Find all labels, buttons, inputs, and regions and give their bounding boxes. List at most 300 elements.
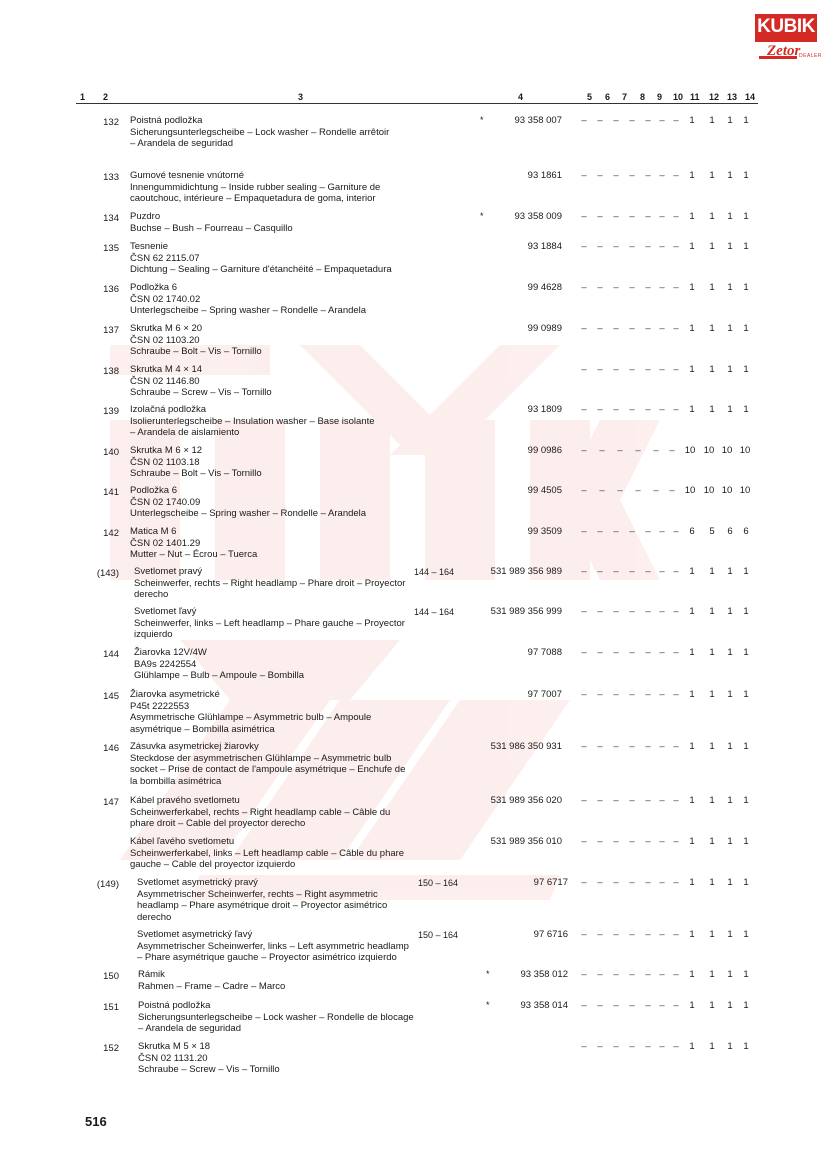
position-number: 140 <box>103 447 119 458</box>
quantity-dash: – <box>597 241 603 252</box>
part-number: 93 1861 <box>527 170 562 181</box>
quantity-dash: – <box>581 282 587 293</box>
part-description <box>130 445 480 480</box>
part-translation: ČSN 02 1103.18 <box>130 456 200 468</box>
part-translation: Asymmetrischer Scheinwerfer, rechts – Right asymmetric <box>137 888 378 900</box>
part-number: 93 358 007 <box>514 115 562 126</box>
part-translation: derecho <box>134 589 169 600</box>
quantity-dash: – <box>613 323 619 334</box>
quantity-cell: 1 <box>743 282 749 293</box>
part-name: Svetlomet pravý <box>134 566 203 577</box>
part-translation: Rahmen – Frame – Cadre – Marco <box>138 980 286 992</box>
quantity-cell: 1 <box>727 1041 733 1052</box>
part-translation: caoutchouc, intérieure – Empaquetadura de goma, interior <box>130 193 376 204</box>
quantity-dash: – <box>629 323 635 334</box>
column-header-1: 1 <box>80 92 86 102</box>
table-row <box>0 282 826 328</box>
quantity-dash: – <box>645 969 651 980</box>
quantity-dash: – <box>659 526 665 537</box>
quantity-dash: – <box>659 877 665 888</box>
part-description <box>130 689 480 735</box>
part-name: Svetlomet ľavý <box>134 606 197 617</box>
part-description <box>130 364 480 399</box>
asterisk-mark: * <box>486 1000 490 1010</box>
quantity-dash: – <box>645 323 651 334</box>
quantity-dash: – <box>597 323 603 334</box>
quantity-dash: – <box>629 115 635 126</box>
quantity-dash: – <box>635 445 641 456</box>
quantity-dash: – <box>597 689 603 700</box>
quantity-cell: 1 <box>743 795 749 806</box>
column-header-6: 6 <box>605 92 611 102</box>
quantity-dash: – <box>629 836 635 847</box>
quantity-dash: – <box>581 969 587 980</box>
column-header-9: 9 <box>657 92 663 102</box>
part-description <box>130 115 480 150</box>
quantity-cell: 1 <box>743 170 749 181</box>
quantity-dash: – <box>581 241 587 252</box>
quantity-dash: – <box>673 741 679 752</box>
part-name: Podložka 6 <box>130 282 178 293</box>
position-number: 136 <box>103 284 119 295</box>
part-translation: – Arandela de seguridad <box>130 138 233 149</box>
part-description <box>130 795 480 830</box>
part-translation: la bombilla asimétrica <box>130 775 222 787</box>
position-number: 133 <box>103 172 119 183</box>
quantity-cell: 1 <box>727 606 733 617</box>
quantity-dash: – <box>659 282 665 293</box>
part-description <box>130 241 480 276</box>
table-row <box>0 485 826 531</box>
quantity-dash: – <box>581 647 587 658</box>
part-translation: Scheinwerferkabel, links – Left headlamp cable – Câble du phare <box>130 847 405 859</box>
part-number: 93 1809 <box>527 404 562 415</box>
quantity-cell: 1 <box>709 323 715 334</box>
position-number: (149) <box>96 879 119 890</box>
quantity-dash: – <box>673 323 679 334</box>
quantity-dash: – <box>617 445 623 456</box>
quantity-dash: – <box>635 485 641 496</box>
quantity-dash: – <box>673 795 679 806</box>
quantity-cell: 1 <box>689 741 695 752</box>
quantity-dash: – <box>645 929 651 940</box>
quantity-cell: 1 <box>743 689 749 700</box>
quantity-dash: – <box>645 689 651 700</box>
position-number: 135 <box>103 243 119 254</box>
quantity-dash: – <box>645 241 651 252</box>
quantity-cell: 1 <box>727 241 733 252</box>
part-description <box>130 836 480 871</box>
quantity-dash: – <box>613 741 619 752</box>
column-header-12: 12 <box>709 92 720 102</box>
column-header-8: 8 <box>640 92 646 102</box>
part-translation: Buchse – Bush – Fourreau – Casquillo <box>130 222 293 234</box>
position-number: 134 <box>103 213 119 224</box>
quantity-dash: – <box>581 404 587 415</box>
part-translation: Unterlegscheibe – Spring washer – Rondelle – Arandela <box>130 305 367 316</box>
quantity-cell: 1 <box>709 566 715 577</box>
part-number: 93 1884 <box>527 241 562 252</box>
part-translation: Asymmetrische Glühlampe – Asymmetric bulb – Ampoule <box>130 712 372 723</box>
quantity-dash: – <box>673 526 679 537</box>
position-number: 139 <box>103 406 119 417</box>
quantity-cell: 1 <box>689 364 695 375</box>
quantity-cell: 6 <box>727 526 733 537</box>
serial-range: 144 – 164 <box>414 567 455 577</box>
part-description <box>138 969 488 992</box>
part-name: Poistná podložka <box>138 1000 211 1011</box>
quantity-dash: – <box>659 1000 665 1011</box>
part-name: Skrutka M 6 × 20 <box>130 323 203 334</box>
quantity-cell: 1 <box>709 836 715 847</box>
table-row <box>0 877 826 923</box>
quantity-dash: – <box>629 526 635 537</box>
part-translation: Schraube – Screw – Vis – Tornillo <box>130 387 272 398</box>
quantity-cell: 1 <box>743 836 749 847</box>
quantity-cell: 10 <box>684 445 696 456</box>
quantity-dash: – <box>659 115 665 126</box>
part-number: 99 0989 <box>527 323 562 334</box>
quantity-dash: – <box>659 323 665 334</box>
position-number: 138 <box>103 366 119 377</box>
table-row <box>0 241 826 287</box>
quantity-dash: – <box>613 836 619 847</box>
kubik-zetor-logo <box>755 14 823 66</box>
quantity-dash: – <box>673 969 679 980</box>
quantity-dash: – <box>669 485 675 496</box>
quantity-dash: – <box>673 1041 679 1052</box>
part-translation: Innengummidichtung – Inside rubber sealing – Garniture de <box>130 181 381 193</box>
quantity-dash: – <box>617 485 623 496</box>
part-translation: Glühlampe – Bulb – Ampoule – Bombilla <box>134 670 305 681</box>
logo-zetor-text: Zetor <box>767 43 801 59</box>
position-number: 142 <box>103 528 119 539</box>
part-number: 99 3509 <box>527 526 562 537</box>
quantity-cell: 1 <box>727 364 733 375</box>
quantity-dash: – <box>613 211 619 222</box>
quantity-cell: 10 <box>684 485 696 496</box>
quantity-cell: 1 <box>727 282 733 293</box>
position-number: 145 <box>103 691 119 702</box>
part-number: 97 7007 <box>527 689 562 700</box>
quantity-cell: 1 <box>709 877 715 888</box>
quantity-dash: – <box>581 323 587 334</box>
part-translation: ČSN 02 1146.80 <box>130 375 200 387</box>
quantity-cell: 1 <box>709 929 715 940</box>
quantity-cell: 1 <box>689 877 695 888</box>
position-number: 147 <box>103 797 119 808</box>
position-number: 144 <box>103 649 119 660</box>
quantity-cell: 1 <box>689 404 695 415</box>
quantity-dash: – <box>613 566 619 577</box>
quantity-dash: – <box>645 170 651 181</box>
quantity-dash: – <box>597 1041 603 1052</box>
part-translation: derecho <box>137 911 172 923</box>
part-translation: headlamp – Phare asymétrique droit – Proyector asimétrico <box>137 900 388 911</box>
quantity-dash: – <box>645 877 651 888</box>
quantity-cell: 1 <box>689 115 695 126</box>
quantity-dash: – <box>581 836 587 847</box>
quantity-cell: 10 <box>703 445 715 456</box>
part-number: 93 358 014 <box>520 1000 568 1011</box>
quantity-dash: – <box>645 606 651 617</box>
part-translation: – Phare asymétrique gauche – Proyector asimétrico izquierdo <box>137 952 397 963</box>
part-name: Zásuvka asymetrickej žiarovky <box>130 741 259 752</box>
quantity-dash: – <box>629 282 635 293</box>
quantity-dash: – <box>645 836 651 847</box>
quantity-cell: 1 <box>727 1000 733 1011</box>
quantity-dash: – <box>629 741 635 752</box>
quantity-dash: – <box>597 795 603 806</box>
part-name: Žiarovka 12V/4W <box>134 647 207 658</box>
column-header-13: 13 <box>727 92 738 102</box>
quantity-dash: – <box>673 836 679 847</box>
quantity-cell: 1 <box>727 929 733 940</box>
quantity-dash: – <box>613 795 619 806</box>
quantity-dash: – <box>673 1000 679 1011</box>
logo-zetor <box>759 43 823 63</box>
table-row <box>0 647 826 693</box>
quantity-dash: – <box>597 606 603 617</box>
part-name: Rámik <box>138 969 165 980</box>
quantity-dash: – <box>629 404 635 415</box>
part-translation: ČSN 02 1740.02 <box>130 293 201 305</box>
quantity-cell: 1 <box>709 404 715 415</box>
quantity-dash: – <box>629 647 635 658</box>
position-number: 146 <box>103 743 119 754</box>
quantity-dash: – <box>581 211 587 222</box>
quantity-dash: – <box>659 647 665 658</box>
position-number: 151 <box>103 1002 119 1013</box>
part-translation: ČSN 02 1131.20 <box>138 1052 208 1064</box>
quantity-dash: – <box>597 969 603 980</box>
part-description <box>130 211 480 234</box>
quantity-dash: – <box>659 364 665 375</box>
quantity-cell: 1 <box>709 741 715 752</box>
quantity-dash: – <box>645 282 651 293</box>
position-number: (143) <box>96 568 119 579</box>
logo-dealer-text: DEALER <box>799 53 823 59</box>
column-header-3: 3 <box>298 92 304 102</box>
part-number: 99 4628 <box>527 282 562 293</box>
part-description <box>134 647 484 682</box>
part-name: Skrutka M 4 × 14 <box>130 364 203 375</box>
part-number: 99 4505 <box>527 485 562 496</box>
quantity-dash: – <box>673 115 679 126</box>
quantity-dash: – <box>629 877 635 888</box>
quantity-dash: – <box>613 241 619 252</box>
quantity-dash: – <box>669 445 675 456</box>
quantity-dash: – <box>599 485 605 496</box>
part-number: 97 6716 <box>533 929 568 940</box>
quantity-cell: 1 <box>689 929 695 940</box>
quantity-cell: 1 <box>709 795 715 806</box>
table-row <box>0 1000 826 1046</box>
quantity-dash: – <box>659 969 665 980</box>
quantity-dash: – <box>613 170 619 181</box>
quantity-dash: – <box>581 566 587 577</box>
quantity-dash: – <box>581 929 587 940</box>
quantity-dash: – <box>659 404 665 415</box>
quantity-dash: – <box>629 1000 635 1011</box>
position-number: 132 <box>103 117 119 128</box>
quantity-dash: – <box>629 689 635 700</box>
quantity-cell: 1 <box>743 929 749 940</box>
part-name: Puzdro <box>130 211 161 222</box>
part-number: 531 989 356 020 <box>490 795 562 806</box>
part-translation: – Arandela de aislamiento <box>130 427 240 438</box>
quantity-cell: 1 <box>743 566 749 577</box>
part-number: 531 989 356 989 <box>490 566 562 577</box>
quantity-dash: – <box>597 741 603 752</box>
quantity-cell: 1 <box>743 606 749 617</box>
part-translation: ČSN 02 1740.09 <box>130 496 201 508</box>
quantity-cell: 1 <box>743 1000 749 1011</box>
quantity-cell: 10 <box>739 445 751 456</box>
quantity-cell: 1 <box>689 211 695 222</box>
quantity-dash: – <box>597 170 603 181</box>
quantity-dash: – <box>659 170 665 181</box>
quantity-cell: 1 <box>689 795 695 806</box>
quantity-dash: – <box>613 115 619 126</box>
quantity-cell: 1 <box>689 282 695 293</box>
part-translation: Sicherungsunterlegscheibe – Lock washer – Rondelle arrêtoir <box>130 126 390 138</box>
quantity-dash: – <box>659 836 665 847</box>
quantity-cell: 1 <box>727 795 733 806</box>
quantity-cell: 1 <box>743 647 749 658</box>
quantity-cell: 10 <box>721 445 733 456</box>
part-translation: Schraube – Bolt – Vis – Tornillo <box>130 346 262 357</box>
column-header-4: 4 <box>518 92 524 102</box>
part-name: Svetlomet asymetrický pravý <box>137 877 258 888</box>
quantity-cell: 1 <box>743 1041 749 1052</box>
quantity-dash: – <box>673 282 679 293</box>
quantity-dash: – <box>645 115 651 126</box>
part-translation: gauche – Cable del proyector izquierdo <box>130 859 296 870</box>
quantity-dash: – <box>673 241 679 252</box>
part-translation: asymétrique – Bombilla asimétrica <box>130 723 275 735</box>
quantity-dash: – <box>581 526 587 537</box>
quantity-cell: 1 <box>727 566 733 577</box>
part-name: Žiarovka asymetrické <box>130 689 220 700</box>
quantity-dash: – <box>673 364 679 375</box>
part-translation: Asymmetrischer Scheinwerfer, links – Left asymmetric headlamp <box>137 940 409 952</box>
part-name: Kábel ľavého svetlometu <box>130 836 235 847</box>
quantity-cell: 1 <box>689 566 695 577</box>
quantity-cell: 1 <box>689 1041 695 1052</box>
quantity-cell: 1 <box>727 969 733 980</box>
asterisk-mark: * <box>486 969 490 979</box>
part-translation: Sicherungsunterlegscheibe – Lock washer – Rondelle de blocage <box>138 1011 414 1023</box>
quantity-dash: – <box>581 606 587 617</box>
part-translation: socket – Prise de contact de l'ampoule asymétrique – Enchufe de <box>130 764 406 775</box>
quantity-cell: 1 <box>727 741 733 752</box>
quantity-dash: – <box>673 877 679 888</box>
quantity-dash: – <box>629 795 635 806</box>
quantity-cell: 1 <box>709 1041 715 1052</box>
part-translation: ČSN 02 1103.20 <box>130 334 200 346</box>
quantity-dash: – <box>597 526 603 537</box>
quantity-dash: – <box>613 929 619 940</box>
quantity-cell: 1 <box>689 606 695 617</box>
part-description <box>130 741 480 787</box>
quantity-cell: 1 <box>743 323 749 334</box>
serial-range: 150 – 164 <box>418 878 459 888</box>
quantity-cell: 1 <box>743 969 749 980</box>
quantity-dash: – <box>581 485 587 496</box>
quantity-cell: 6 <box>743 526 749 537</box>
quantity-cell: 10 <box>721 485 733 496</box>
column-header-14: 14 <box>745 92 756 102</box>
quantity-cell: 1 <box>709 969 715 980</box>
part-name: Kábel pravého svetlometu <box>130 795 240 806</box>
column-header-10: 10 <box>673 92 684 102</box>
quantity-dash: – <box>645 404 651 415</box>
quantity-dash: – <box>659 929 665 940</box>
quantity-dash: – <box>581 795 587 806</box>
part-name: Podložka 6 <box>130 485 178 496</box>
part-name: Skrutka M 6 × 12 <box>130 445 203 456</box>
serial-range: 144 – 164 <box>414 607 455 617</box>
position-number: 137 <box>103 325 119 336</box>
table-row <box>0 115 826 161</box>
quantity-dash: – <box>645 795 651 806</box>
quantity-cell: 1 <box>727 323 733 334</box>
part-number: 531 989 356 999 <box>490 606 562 617</box>
quantity-dash: – <box>653 485 659 496</box>
part-translation: Scheinwerfer, links – Left headlamp – Phare gauche – Proyector <box>134 617 405 629</box>
part-translation: ČSN 02 1401.29 <box>130 537 201 549</box>
quantity-dash: – <box>613 404 619 415</box>
quantity-cell: 1 <box>727 836 733 847</box>
quantity-dash: – <box>645 211 651 222</box>
quantity-dash: – <box>613 364 619 375</box>
part-description <box>130 526 480 561</box>
quantity-cell: 1 <box>709 282 715 293</box>
quantity-dash: – <box>659 566 665 577</box>
quantity-cell: 1 <box>727 211 733 222</box>
quantity-dash: – <box>597 364 603 375</box>
quantity-dash: – <box>629 364 635 375</box>
part-translation: Schraube – Bolt – Vis – Tornillo <box>130 468 262 479</box>
page-number: 516 <box>85 1114 107 1129</box>
logo-kubik-block <box>755 14 817 42</box>
quantity-dash: – <box>629 929 635 940</box>
quantity-cell: 5 <box>709 526 715 537</box>
part-translation: Mutter – Nut – Écrou – Tuerca <box>130 549 258 560</box>
quantity-dash: – <box>673 929 679 940</box>
quantity-dash: – <box>645 364 651 375</box>
quantity-cell: 1 <box>727 647 733 658</box>
position-number: 150 <box>103 971 119 982</box>
part-translation: Schraube – Screw – Vis – Tornillo <box>138 1064 280 1075</box>
quantity-dash: – <box>597 836 603 847</box>
quantity-dash: – <box>581 877 587 888</box>
part-number: 93 358 012 <box>520 969 568 980</box>
quantity-dash: – <box>673 689 679 700</box>
quantity-cell: 1 <box>743 241 749 252</box>
quantity-dash: – <box>581 1041 587 1052</box>
quantity-cell: 1 <box>709 647 715 658</box>
quantity-cell: 1 <box>689 647 695 658</box>
header-rule <box>76 103 758 104</box>
quantity-dash: – <box>613 1041 619 1052</box>
quantity-dash: – <box>629 606 635 617</box>
quantity-dash: – <box>659 741 665 752</box>
column-header-11: 11 <box>690 92 700 102</box>
part-name: Tesnenie <box>130 241 169 252</box>
quantity-dash: – <box>613 526 619 537</box>
